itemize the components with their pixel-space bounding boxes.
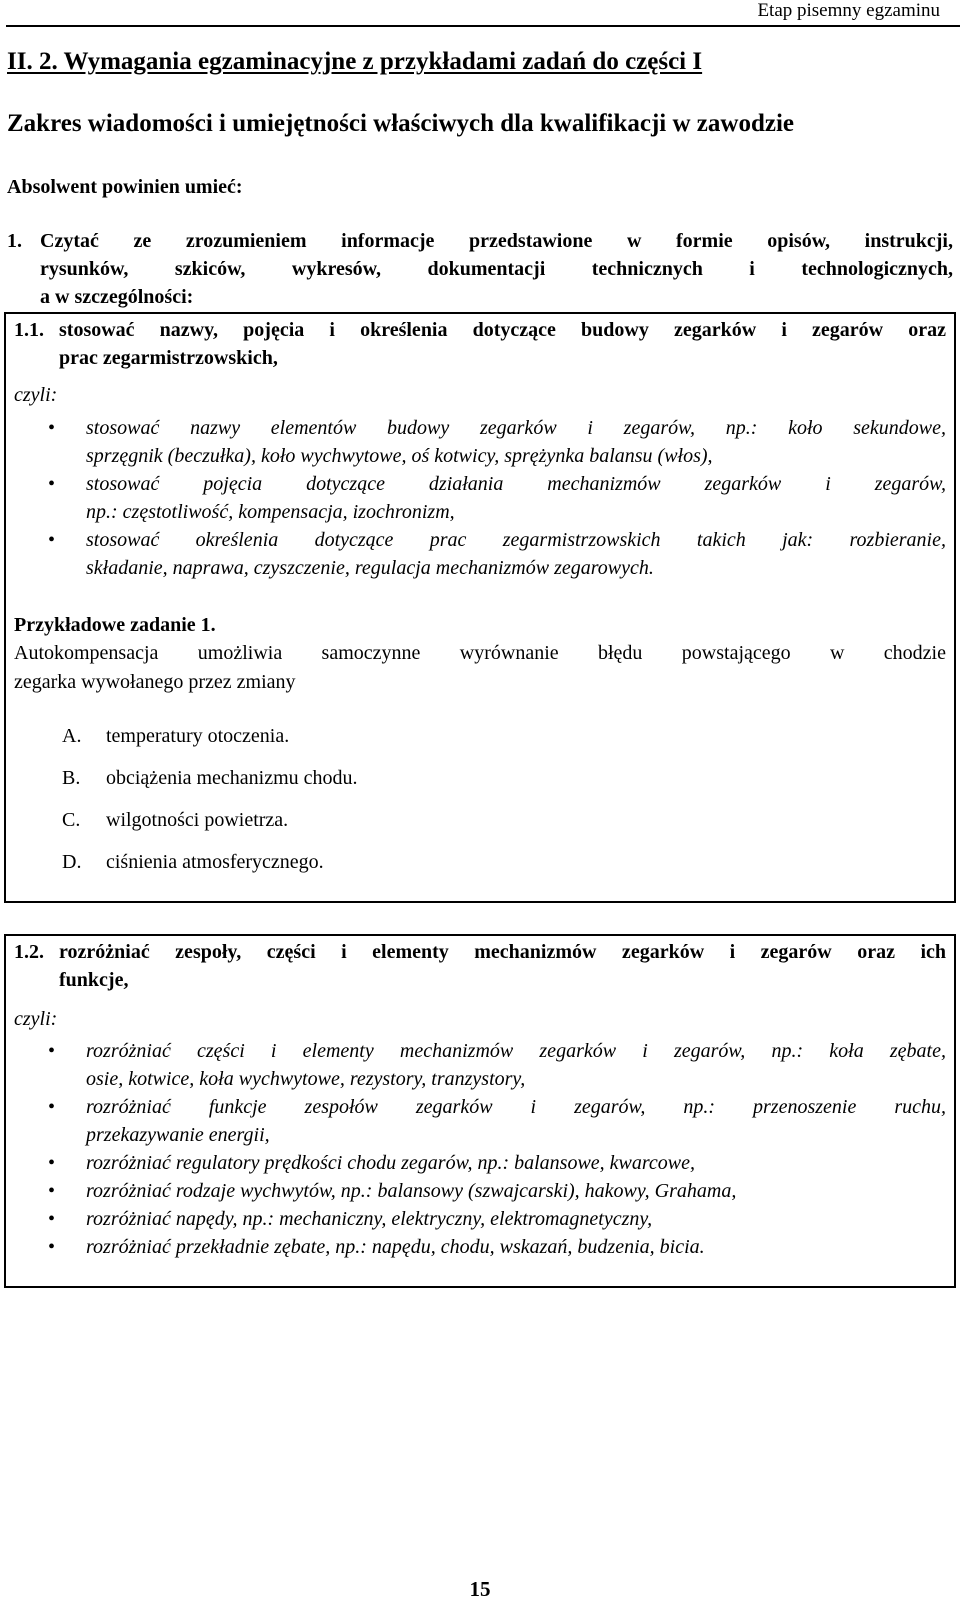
bullet-icon: • [48,1180,56,1202]
question-line-1: Autokompensacja umożliwia samoczynne wyrównanie błędu powstającego w chodzie [14,642,946,664]
objective-number: 1.2. [14,941,44,963]
list-item: • rozróżniać części i elementy mechanizmów zegarków i zegarów, np.: koła zębate, osie, kotwice, koła wychwytowe, rezystory, tranzystory, [6,1037,946,1093]
bullet-icon: • [48,1040,56,1062]
graduate-label: Absolwent powinien umieć: [7,176,243,198]
answer-options [62,725,358,893]
objective-line-2: prac zegarmistrzowskich, [59,347,278,369]
list-item: • rozróżniać przekładnie zębate, np.: napędu, chodu, wskazań, budzenia, bicia. [6,1233,946,1261]
bullet-icon: • [48,417,56,439]
czyli-label: czyli: [14,384,58,406]
bullet-icon: • [48,1236,56,1258]
czyli-label: czyli: [14,1008,58,1030]
bullet-icon: • [48,1152,56,1174]
objective-1-1 [14,316,946,372]
list-item: • rozróżniać funkcje zespołów zegarków i zegarów, np.: przenoszenie ruchu, przekazywanie energii, [6,1093,946,1149]
answer-option-d: D. ciśnienia atmosferycznego. [62,851,324,873]
intro-line-2: rysunków, szkiców, wykresów, dokumentacji technicznych i technologicznych, [40,258,953,280]
intro-number: 1. [7,230,22,252]
bullet-icon: • [48,1096,56,1118]
header-title: Etap pisemny egzaminu [757,0,940,21]
answer-option-a: A. temperatury otoczenia. [62,725,290,747]
objective-line-2: funkcje, [59,969,129,991]
list-item: • rozróżniać rodzaje wychwytów, np.: balansowy (szwajcarski), hakowy, Grahama, [6,1177,946,1205]
bullet-icon: • [48,473,56,495]
question-line-2: zegarka wywołanego przez zmiany [14,671,296,693]
objective-number: 1.1. [14,319,44,341]
list-item: • stosować określenia dotyczące prac zegarmistrzowskich takich jak: rozbieranie, składanie, naprawa, czyszczenie, regulacja mechanizmów zegarowych. [6,526,946,582]
bullet-icon: • [48,1208,56,1230]
objective-line-1: rozróżniać zespoły, części i elementy mechanizmów zegarków i zegarów oraz ich [59,941,946,963]
requirement-box-1-2 [4,934,956,1288]
page-number: 15 [469,1577,491,1601]
answer-option-c: C. wilgotności powietrza. [62,809,289,831]
intro-line-1: Czytać ze zrozumieniem informacje przedstawione w formie opisów, instrukcji, [40,230,953,252]
task-title: Przykładowe zadanie 1. [14,614,216,636]
bullet-list-1-2 [6,1037,946,1261]
answer-option-b: B. obciążenia mechanizmu chodu. [62,767,358,789]
requirement-box-1-1 [4,312,956,903]
header-rule [6,25,960,27]
bullet-icon: • [48,529,56,551]
bullet-list-1-1 [6,414,946,582]
objective-line-1: stosować nazwy, pojęcia i określenia dotyczące budowy zegarków i zegarów oraz [59,319,946,341]
intro-requirement [7,227,953,311]
task-question [14,639,946,697]
list-item: • rozróżniać regulatory prędkości chodu zegarów, np.: balansowe, kwarcowe, [6,1149,946,1177]
objective-1-2 [14,938,946,994]
intro-line-3: a w szczególności: [40,286,194,308]
range-heading: Zakres wiadomości i umiejętności właściwych dla kwalifikacji w zawodzie [7,110,794,137]
section-heading: II. 2. Wymagania egzaminacyjne z przykładami zadań do części I [7,48,703,75]
list-item: • stosować pojęcia dotyczące działania mechanizmów zegarków i zegarów, np.: częstotliwość, kompensacja, izochronizm, [6,470,946,526]
list-item: • stosować nazwy elementów budowy zegarków i zegarów, np.: koło sekundowe, sprzęgnik (beczułka), koło wychwytowe, oś kotwicy, sprężynka balansu (włos), [6,414,946,470]
list-item: • rozróżniać napędy, np.: mechaniczny, elektryczny, elektromagnetyczny, [6,1205,946,1233]
